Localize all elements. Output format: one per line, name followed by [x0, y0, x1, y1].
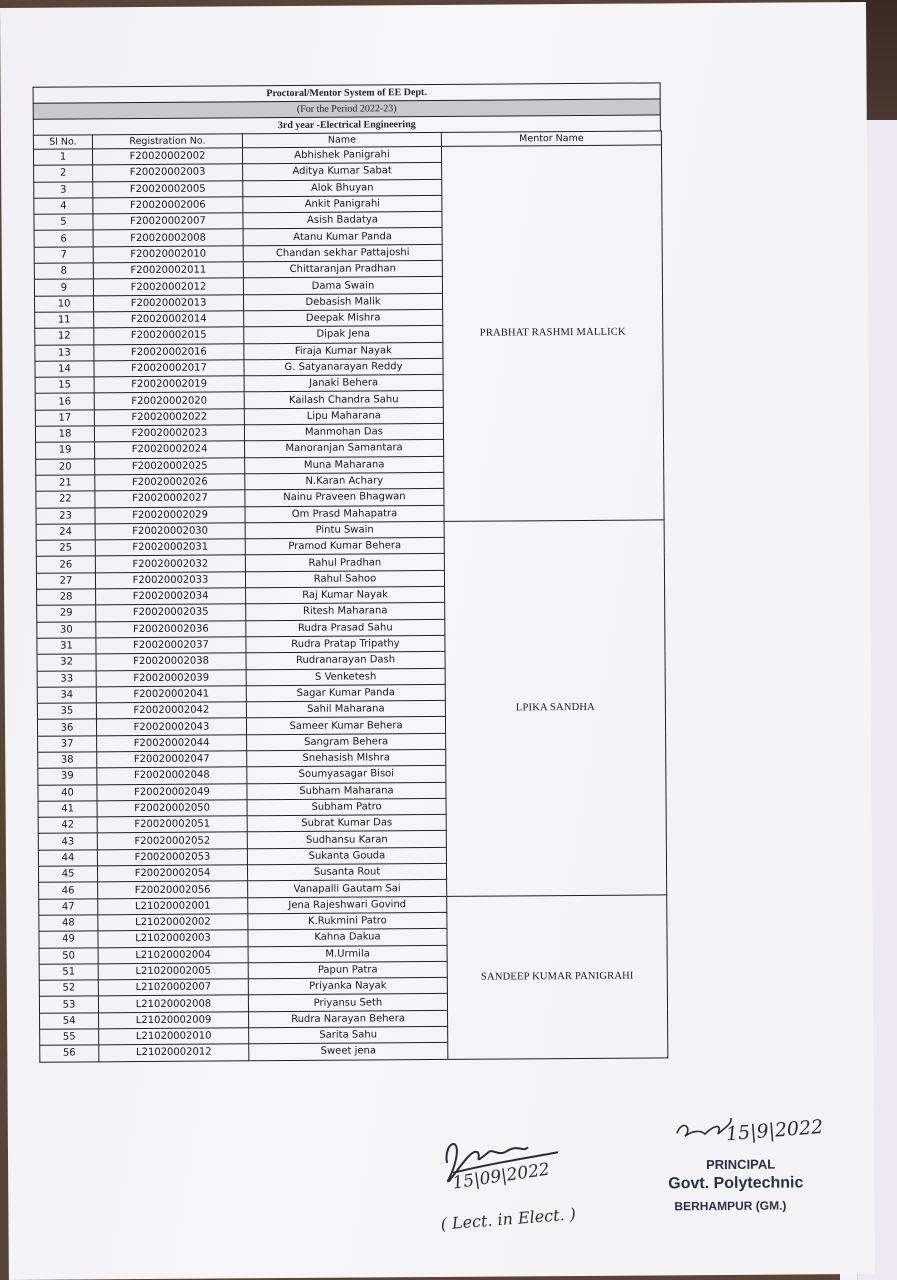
- principal-sign-date: 15|9|2022: [725, 1115, 824, 1146]
- cell-sl-no: 29: [37, 605, 96, 622]
- cell-sl-no: 14: [35, 361, 94, 378]
- cell-sl-no: 4: [34, 198, 93, 215]
- cell-registration-no: L21020002007: [98, 979, 248, 996]
- cell-registration-no: F20020002043: [96, 718, 246, 735]
- lecturer-designation: ( Lect. in Elect. ): [439, 1204, 577, 1234]
- col-name: Name: [242, 132, 441, 147]
- cell-sl-no: 2: [34, 165, 93, 182]
- cell-sl-no: 32: [37, 654, 96, 671]
- table-row: [33, 145, 661, 166]
- cell-student-name: S Venketesh: [246, 668, 445, 686]
- cell-student-name: Ritesh Maharana: [246, 603, 445, 621]
- cell-sl-no: 35: [37, 703, 96, 720]
- cell-student-name: Debasish Malik: [244, 293, 443, 311]
- cell-sl-no: 45: [38, 866, 97, 883]
- cell-student-name: Rudra Pratap Tripathy: [246, 635, 445, 653]
- cell-sl-no: 41: [38, 801, 97, 818]
- cell-registration-no: F20020002012: [93, 278, 243, 295]
- cell-registration-no: F20020002033: [95, 572, 245, 589]
- cell-student-name: Vanapalli Gautam Sai: [248, 880, 447, 898]
- cell-sl-no: 21: [36, 475, 95, 492]
- cell-sl-no: 19: [36, 442, 95, 459]
- cell-sl-no: 10: [35, 296, 94, 313]
- cell-sl-no: 37: [38, 736, 97, 753]
- cell-registration-no: F20020002052: [97, 832, 247, 849]
- cell-sl-no: 39: [38, 768, 97, 785]
- cell-registration-no: F20020002016: [94, 343, 244, 360]
- cell-sl-no: 38: [38, 752, 97, 769]
- cell-registration-no: L21020002009: [99, 1012, 249, 1029]
- cell-student-name: Abhishek Panigrahi: [242, 146, 441, 164]
- cell-registration-no: L21020002012: [99, 1044, 249, 1061]
- mentor-table: [33, 82, 668, 1062]
- cell-student-name: Kailash Chandra Sahu: [244, 391, 443, 409]
- cell-student-name: G. Satyanarayan Reddy: [244, 358, 443, 376]
- cell-sl-no: 30: [37, 621, 96, 638]
- cell-sl-no: 25: [36, 540, 95, 557]
- cell-registration-no: L21020002003: [98, 930, 248, 947]
- cell-student-name: Manoranjan Samantara: [245, 440, 444, 458]
- cell-sl-no: 17: [35, 410, 94, 427]
- cell-sl-no: 54: [40, 1013, 99, 1030]
- cell-student-name: Susanta Rout: [247, 863, 446, 881]
- cell-registration-no: F20020002031: [95, 539, 245, 556]
- cell-student-name: Asish Badatya: [243, 212, 442, 230]
- cell-student-name: Firaja Kumar Nayak: [244, 342, 443, 360]
- cell-student-name: Rudra Narayan Behera: [249, 1010, 448, 1028]
- cell-registration-no: F20020002038: [96, 653, 246, 670]
- cell-registration-no: F20020002005: [93, 180, 243, 197]
- cell-sl-no: 24: [36, 524, 95, 541]
- document-period: (For the Period 2022-23): [33, 98, 661, 118]
- cell-registration-no: F20020002041: [96, 686, 246, 703]
- cell-sl-no: 55: [40, 1029, 99, 1046]
- cell-registration-no: L21020002001: [98, 897, 248, 914]
- cell-registration-no: F20020002036: [96, 620, 246, 637]
- cell-registration-no: F20020002008: [93, 229, 243, 246]
- cell-sl-no: 34: [37, 687, 96, 704]
- cell-registration-no: F20020002002: [92, 148, 242, 165]
- cell-sl-no: 28: [37, 589, 96, 606]
- cell-registration-no: F20020002037: [96, 637, 246, 654]
- cell-student-name: Pintu Swain: [245, 521, 444, 539]
- cell-student-name: Chandan sekhar Pattajoshi: [243, 244, 442, 262]
- cell-student-name: Dama Swain: [243, 277, 442, 295]
- cell-student-name: Alok Bhuyan: [243, 179, 442, 197]
- cell-student-name: Manmohan Das: [244, 423, 443, 441]
- cell-registration-no: F20020002003: [93, 164, 243, 181]
- cell-registration-no: F20020002039: [96, 669, 246, 686]
- cell-sl-no: 6: [34, 230, 93, 247]
- cell-sl-no: 11: [35, 312, 94, 329]
- cell-registration-no: F20020002034: [96, 588, 246, 605]
- cell-registration-no: F20020002029: [95, 506, 245, 523]
- cell-sl-no: 7: [34, 247, 93, 264]
- cell-registration-no: F20020002023: [94, 425, 244, 442]
- cell-student-name: Sudhansu Karan: [247, 831, 446, 849]
- table-row: [36, 520, 664, 541]
- cell-student-name: M.Urmila: [248, 945, 447, 963]
- cell-student-name: Janaki Behera: [244, 375, 443, 393]
- cell-sl-no: 53: [39, 996, 98, 1013]
- cell-sl-no: 23: [36, 507, 95, 524]
- signature-stroke: [677, 1118, 731, 1136]
- cell-student-name: Jena Rajeshwari Govind: [248, 896, 447, 914]
- cell-student-name: N.Karan Achary: [245, 472, 444, 490]
- cell-student-name: Sukanta Gouda: [247, 847, 446, 865]
- cell-sl-no: 20: [36, 458, 95, 475]
- cell-mentor-name: LPIKA SANDHA: [444, 520, 667, 896]
- cell-registration-no: F20020002048: [97, 767, 247, 784]
- cell-registration-no: F20020002027: [95, 490, 245, 507]
- cell-registration-no: F20020002056: [98, 881, 248, 898]
- cell-sl-no: 51: [39, 964, 98, 981]
- cell-student-name: Sweet jena: [249, 1043, 448, 1061]
- cell-registration-no: F20020002054: [97, 865, 247, 882]
- cell-registration-no: F20020002006: [93, 197, 243, 214]
- cell-sl-no: 8: [34, 263, 93, 280]
- cell-registration-no: F20020002051: [97, 816, 247, 833]
- cell-student-name: Subham Patro: [247, 798, 446, 816]
- cell-sl-no: 22: [36, 491, 95, 508]
- cell-sl-no: 43: [38, 833, 97, 850]
- cell-registration-no: F20020002010: [93, 246, 243, 263]
- cell-student-name: Raj Kumar Nayak: [246, 586, 445, 604]
- cell-student-name: Soumyasagar Bisoi: [247, 766, 446, 784]
- document-title: Proctoral/Mentor System of EE Dept.: [33, 82, 661, 102]
- cell-sl-no: 52: [39, 980, 98, 997]
- cell-student-name: Rudranarayan Dash: [246, 652, 445, 670]
- cell-sl-no: 50: [39, 947, 98, 964]
- cell-sl-no: 48: [39, 915, 98, 932]
- cell-sl-no: 49: [39, 931, 98, 948]
- cell-sl-no: 44: [38, 850, 97, 867]
- stamp-institution: Govt. Polytechnic: [668, 1174, 804, 1193]
- cell-sl-no: 56: [40, 1045, 99, 1062]
- col-registration-no: Registration No.: [92, 134, 242, 149]
- cell-registration-no: F20020002025: [95, 457, 245, 474]
- cell-student-name: Deepak Mishra: [244, 309, 443, 327]
- cell-sl-no: 36: [37, 719, 96, 736]
- cell-registration-no: L21020002002: [98, 914, 248, 931]
- cell-registration-no: L21020002008: [98, 995, 248, 1012]
- cell-sl-no: 13: [35, 344, 94, 361]
- cell-mentor-name: PRABHAT RASHMI MALLICK: [441, 145, 664, 521]
- cell-registration-no: F20020002020: [94, 392, 244, 409]
- cell-student-name: Subham Maharana: [247, 782, 446, 800]
- cell-registration-no: F20020002053: [97, 849, 247, 866]
- cell-registration-no: F20020002032: [95, 555, 245, 572]
- cell-sl-no: 18: [35, 426, 94, 443]
- cell-registration-no: F20020002015: [94, 327, 244, 344]
- cell-student-name: Papun Patra: [248, 961, 447, 979]
- stamp-title: PRINCIPAL: [706, 1156, 776, 1173]
- cell-student-name: Rahul Pradhan: [245, 554, 444, 572]
- cell-sl-no: 5: [34, 214, 93, 231]
- cell-registration-no: F20020002017: [94, 360, 244, 377]
- cell-sl-no: 26: [36, 556, 95, 573]
- cell-student-name: Chittaranjan Pradhan: [243, 260, 442, 278]
- cell-registration-no: F20020002024: [95, 441, 245, 458]
- cell-student-name: Sameer Kumar Behera: [246, 717, 445, 735]
- cell-student-name: Sahil Maharana: [246, 701, 445, 719]
- cell-student-name: Kahna Dakua: [248, 929, 447, 947]
- table-body: [33, 145, 667, 1062]
- cell-registration-no: F20020002019: [94, 376, 244, 393]
- cell-student-name: Pramod Kumar Behera: [245, 538, 444, 556]
- cell-mentor-name: SANDEEP KUMAR PANIGRAHI: [447, 895, 668, 1060]
- document-subtitle: 3rd year -Electrical Engineering: [33, 114, 661, 134]
- cell-student-name: Priyansu Seth: [248, 994, 447, 1012]
- col-mentor-name: Mentor Name: [441, 131, 661, 147]
- cell-registration-no: F20020002047: [97, 751, 247, 768]
- cell-registration-no: L21020002005: [98, 963, 248, 980]
- stamp-location: BERHAMPUR (GM.): [674, 1198, 787, 1214]
- cell-student-name: K.Rukmini Patro: [248, 912, 447, 930]
- table-row: [39, 895, 667, 916]
- cell-registration-no: F20020002026: [95, 474, 245, 491]
- cell-student-name: Ankit Panigrahi: [243, 195, 442, 213]
- cell-student-name: Snehasish MIshra: [247, 749, 446, 767]
- cell-student-name: Sagar Kumar Panda: [246, 684, 445, 702]
- document-page: [0, 2, 875, 1280]
- cell-student-name: Priyanka Nayak: [248, 978, 447, 996]
- cell-student-name: Lipu Maharana: [244, 407, 443, 425]
- cell-student-name: Rahul Sahoo: [245, 570, 444, 588]
- cell-sl-no: 12: [35, 328, 94, 345]
- cell-registration-no: F20020002011: [93, 262, 243, 279]
- cell-student-name: Sangram Behera: [247, 733, 446, 751]
- cell-registration-no: L21020002010: [99, 1028, 249, 1045]
- cell-registration-no: F20020002007: [93, 213, 243, 230]
- cell-registration-no: F20020002014: [94, 311, 244, 328]
- cell-registration-no: F20020002013: [94, 294, 244, 311]
- cell-sl-no: 40: [38, 784, 97, 801]
- cell-sl-no: 16: [35, 393, 94, 410]
- cell-registration-no: F20020002030: [95, 523, 245, 540]
- cell-registration-no: F20020002049: [97, 783, 247, 800]
- cell-sl-no: 42: [38, 817, 97, 834]
- cell-registration-no: F20020002022: [94, 409, 244, 426]
- cell-sl-no: 1: [33, 149, 92, 166]
- cell-registration-no: F20020002035: [96, 604, 246, 621]
- students-table: [33, 130, 668, 1062]
- cell-sl-no: 46: [39, 882, 98, 899]
- cell-registration-no: F20020002042: [96, 702, 246, 719]
- cell-student-name: Rudra Prasad Sahu: [246, 619, 445, 637]
- cell-sl-no: 15: [35, 377, 94, 394]
- cell-sl-no: 47: [39, 898, 98, 915]
- cell-student-name: Dipak Jena: [244, 326, 443, 344]
- cell-registration-no: L21020002004: [98, 946, 248, 963]
- cell-student-name: Nainu Praveen Bhagwan: [245, 489, 444, 507]
- cell-sl-no: 31: [37, 638, 96, 655]
- cell-registration-no: F20020002050: [97, 800, 247, 817]
- cell-student-name: Atanu Kumar Panda: [243, 228, 442, 246]
- col-sl-no: Sl No.: [33, 135, 92, 149]
- cell-student-name: Om Prasd Mahapatra: [245, 505, 444, 523]
- cell-sl-no: 9: [34, 279, 93, 296]
- cell-student-name: Aditya Kumar Sabat: [243, 163, 442, 181]
- lecturer-sign-date: 15|09|2022: [451, 1159, 552, 1194]
- cell-sl-no: 3: [34, 181, 93, 198]
- cell-registration-no: F20020002044: [97, 734, 247, 751]
- cell-sl-no: 33: [37, 670, 96, 687]
- cell-student-name: Sarita Sahu: [249, 1026, 448, 1044]
- cell-student-name: Subrat Kumar Das: [247, 815, 446, 833]
- cell-sl-no: 27: [36, 573, 95, 590]
- cell-student-name: Muna Maharana: [245, 456, 444, 474]
